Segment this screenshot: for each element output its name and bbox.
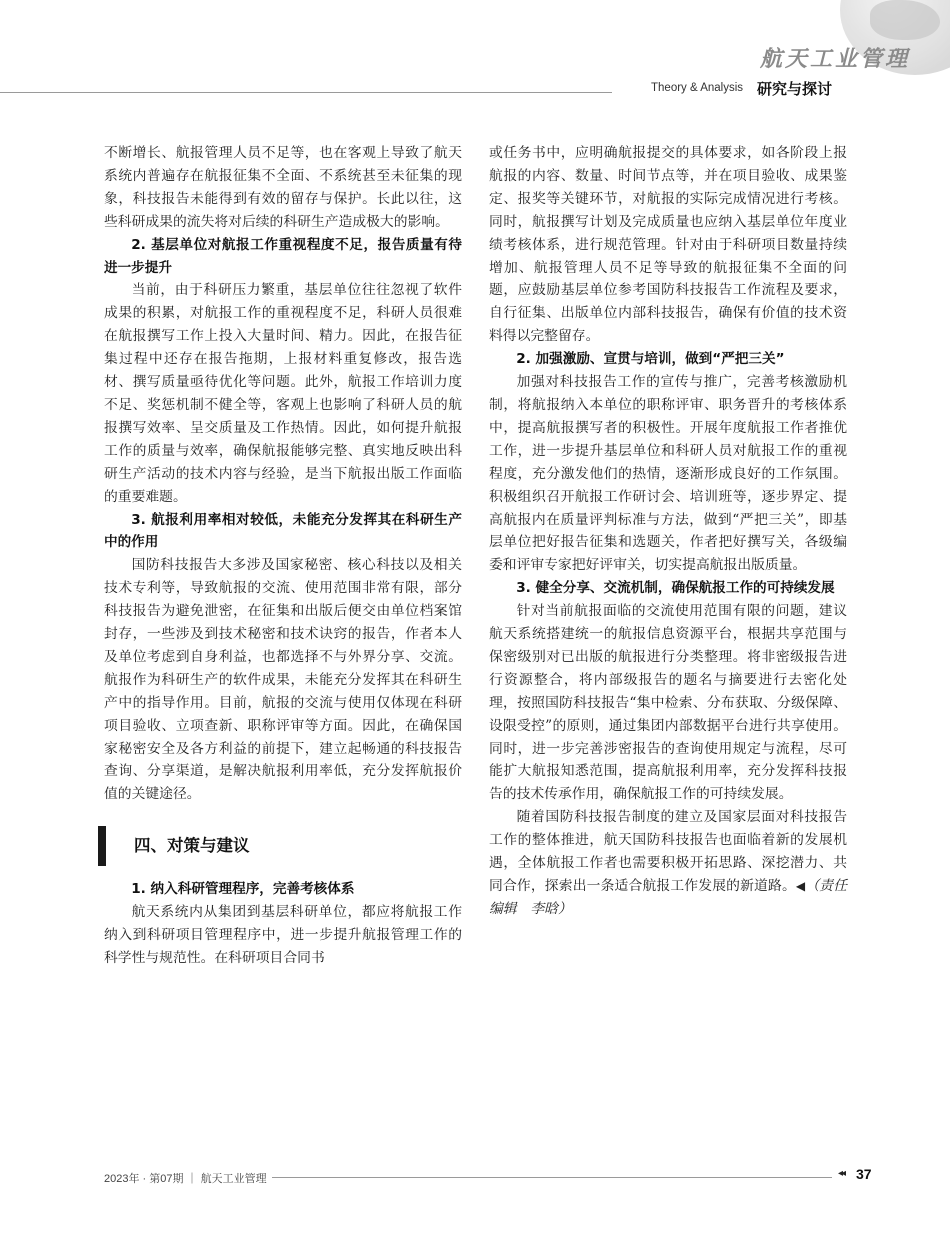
paragraph-continued: 或任务书中，应明确航报提交的具体要求，如各阶段上报航报的内容、数量、时间节点等，并在项目验收、成果鉴定、报奖等关键环节，对航报的实际完成情况进行考核。同时，航报撰写计划及完成质量也应纳入基层单位年度业绩考核体系，进行规范管理。针对由于科研项目数量持续增加、航报管理人员不足等导致的航报征集不全面的问题，应鼓励基层单位参考国防科技报告工作流程及要求，自行征集、出版单位内部科技报告，确保有价值的技术资料得以完整留存。 (489, 145, 847, 345)
section-label-en: Theory & Analysis (651, 82, 744, 94)
editor-credit: （责任编辑 李晗） (489, 878, 848, 917)
header-rule (0, 92, 612, 93)
paragraph-4-1: 航天系统内从集团到基层科研单位，都应将航报工作纳入到科研项目管理程序中，进一步提升航报管理工作的科学性与规范性。在科研项目合同书 (104, 904, 462, 966)
paragraph-intro: 不断增长、航报管理人员不足等，也在客观上导致了航天系统内普遍存在航报征集不全面、不系统甚至未征集的现象，科技报告未能得到有效的留存与保护。长此以往，这些科研成果的流失将对后续的科研生产造成极大的影响。 (104, 145, 462, 230)
right-column (489, 142, 847, 921)
section-bar (98, 826, 106, 866)
footer-issue: 2023年 · 第07期 ｜ 航天工业管理 (104, 1173, 267, 1185)
paragraph-final (489, 806, 847, 921)
end-mark-icon: ◀ (795, 879, 806, 893)
section-label-cn: 研究与探讨 (757, 80, 833, 98)
journal-masthead: 航天工业管理 (759, 46, 910, 72)
section-title: 四、对策与建议 (134, 836, 250, 856)
paragraph-4-2: 加强对科技报告工作的宣传与推广，完善考核激励机制，将航报纳入本单位的职称评审、职务晋升的考核体系中，提高航报撰写者的积极性。开展年度航报工作者推优工作，进一步提升基层单位和科研人员对航报工作的重视程度，充分激发他们的热情，逐渐形成良好的工作氛围。积极组织召开航报工作研讨会、培训班等，逐步界定、提高航报内在质量评判标准与方法，做到“严把三关”，即基层单位把好报告征集和选题关，作者把好撰写关，各级编委和评审专家把好评审关，切实提高航报出版质量。 (489, 374, 847, 574)
subheading-4-3: 3. 健全分享、交流机制，确保航报工作的可持续发展 (516, 580, 835, 597)
final-text: 随着国防科技报告制度的建立及国家层面对科技报告工作的整体推进，航天国防科技报告也面临着新的发展机遇，全体航报工作者也需要积极开拓思路、深挖潜力、共同合作，探索出一条适合航报工作发展的新道路。 (489, 809, 847, 894)
subheading-3: 3. 航报利用率相对较低，未能充分发挥其在科研生产中的作用 (104, 511, 462, 551)
section-heading-4 (104, 822, 462, 868)
footer-rule (272, 1177, 832, 1178)
subheading-4-1: 1. 纳入科研管理程序，完善考核体系 (131, 881, 355, 898)
left-column (104, 142, 462, 970)
subheading-4-2: 2. 加强激励、宣贯与培训，做到“严把三关” (516, 351, 785, 368)
paragraph-3: 国防科技报告大多涉及国家秘密、核心科技以及相关技术专利等，导致航报的交流、使用范围非常有限，部分科技报告为避免泄密，在征集和出版后便交由单位档案馆封存，一些涉及到技术秘密和技术诀窍的报告，作者本人及单位考虑到自身利益，也都选择不与外界分享、交流。航报作为科研生产的软件成果，未能充分发挥其在科研生产中的指导作用。目前，航报的交流与使用仅体现在科研项目验收、立项查新、职称评审等方面。因此，在确保国家秘密安全及各方利益的前提下，建立起畅通的科技报告查询、分享渠道，是解决航报利用率低，充分发挥航报价值的关键途径。 (104, 557, 462, 803)
page-number: 37 (856, 1166, 872, 1182)
footer-arrow-icon: ◂◂ (838, 1168, 845, 1179)
paragraph-2: 当前，由于科研压力繁重，基层单位往往忽视了软件成果的积累，对航报工作的重视程度不足，科研人员很难在航报撰写工作上投入大量时间、精力。因此，在报告征集过程中还存在报告拖期，上报材料重复修改，报告选材、撰写质量亟待优化等问题。此外，航报工作培训力度不足、奖惩机制不健全等，客观上也影响了科研人员的航报撰写效率、呈交质量及工作热情。因此，如何提升航报工作的质量与效率，确保航报能够完整、真实地反映出科研生产活动的技术内容与经验，是当下航报出版工作面临的重要难题。 (104, 282, 462, 505)
paragraph-4-3: 针对当前航报面临的交流使用范围有限的问题，建议航天系统搭建统一的航报信息资源平台，根据共享范围与保密级别对已出版的航报进行分类整理。将非密级报告进行资源整合，将内部级报告的题名与摘要进行去密化处理，按照国防科技报告“集中检索、分布获取、分级保障、设限受控”的原则，通过集团内部数据平台进行共享使用。同时，进一步完善涉密报告的查询使用规定与流程，尽可能扩大航报知悉范围，提高航报利用率，充分发挥科技报告的技术传承作用，确保航报工作的可持续发展。 (489, 603, 847, 803)
subheading-2: 2. 基层单位对航报工作重视程度不足，报告质量有待进一步提升 (104, 236, 462, 276)
